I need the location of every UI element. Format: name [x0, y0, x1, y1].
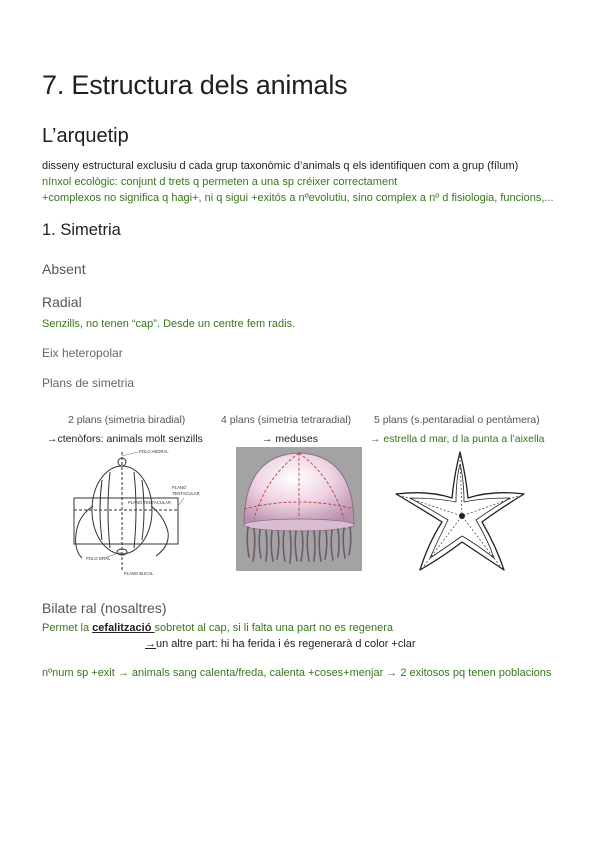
label-polo-aboral: POLO ABORAL: [139, 449, 169, 454]
note-estrella: [370, 433, 545, 445]
starfish-drawing: [392, 446, 528, 576]
subheading-bilateral: Bilate ral (nosaltres): [42, 600, 167, 616]
caption-tetraradial: 4 plans (simetria tetraradial): [221, 414, 352, 426]
paragraph-exit: nºnum sp +exit → animals sang calenta/freda, calenta +coses+menjar → 2 exitosos pq tenen poblacions: [42, 667, 552, 679]
text-sobretot: sobretot al cap, si li falta una part no es regenera: [154, 622, 393, 634]
section-heading-simetria: 1. Simetria: [42, 221, 121, 239]
arrow: →: [370, 433, 381, 445]
note-meduses-text: meduses: [275, 433, 319, 445]
page-title: 7. Estructura dels animals: [42, 70, 348, 100]
jellyfish-image: [236, 447, 362, 571]
paragraph-ninxol: nínxol ecològic: conjunt d trets q permeten a una sp créixer correctament: [42, 176, 398, 188]
arrow: →: [262, 433, 273, 445]
term-cefalitzacio: cefalització: [92, 622, 155, 634]
note-estrella-text: estrella d mar, d la punta a l’aixella: [383, 433, 545, 445]
text-regenera: un altre part: hi ha ferida i és regenerarà d color +clar: [156, 638, 416, 650]
paragraph-radial: Senzills, no tenen “cap”. Desde un centre fem radis.: [42, 318, 296, 330]
subheading-radial: Radial: [42, 294, 82, 310]
ctenophore-diagram: [60, 446, 205, 578]
subheading-eix: Eix heteropolar: [42, 346, 123, 360]
caption-pentaradial: 5 plans (s.pentaradial o pentàmera): [374, 414, 540, 426]
note-ctenofors-text: ctenòfors: animals molt senzills: [57, 433, 203, 445]
label-polo-oral: POLO ORAL: [86, 556, 111, 561]
label-plano: PLANO: [172, 485, 187, 490]
label-tentacular: TENTACULAR: [172, 491, 200, 496]
subheading-plans: Plans de simetria: [42, 376, 135, 390]
arrow: →: [47, 433, 58, 445]
paragraph-regenera: [145, 638, 416, 650]
paragraph-definition: disseny estructural exclusiu d cada grup taxonòmic d’animals q els identifiquen com a grup (fílum): [42, 160, 519, 172]
note-ctenofors: [47, 433, 203, 445]
label-plano-bucal: PLANO BUCAL: [124, 571, 154, 576]
section-heading-arquetip: L’arquetip: [42, 125, 129, 147]
arrow: →: [145, 638, 156, 650]
note-meduses: [262, 433, 318, 445]
paragraph-complexos: +complexos no significa q hagi+, ni q sigui +exitós a nºevolutiu, sino complex a nº d fisiologia, funcions,...: [42, 192, 554, 204]
label-plano-tentacular: PLANO TENTACULAR: [128, 500, 171, 505]
caption-biradial: 2 plans (simetria biradial): [68, 414, 186, 426]
subheading-absent: Absent: [42, 261, 86, 277]
text-permet: Permet la: [42, 622, 93, 634]
paragraph-cefalitzacio: [42, 622, 393, 634]
